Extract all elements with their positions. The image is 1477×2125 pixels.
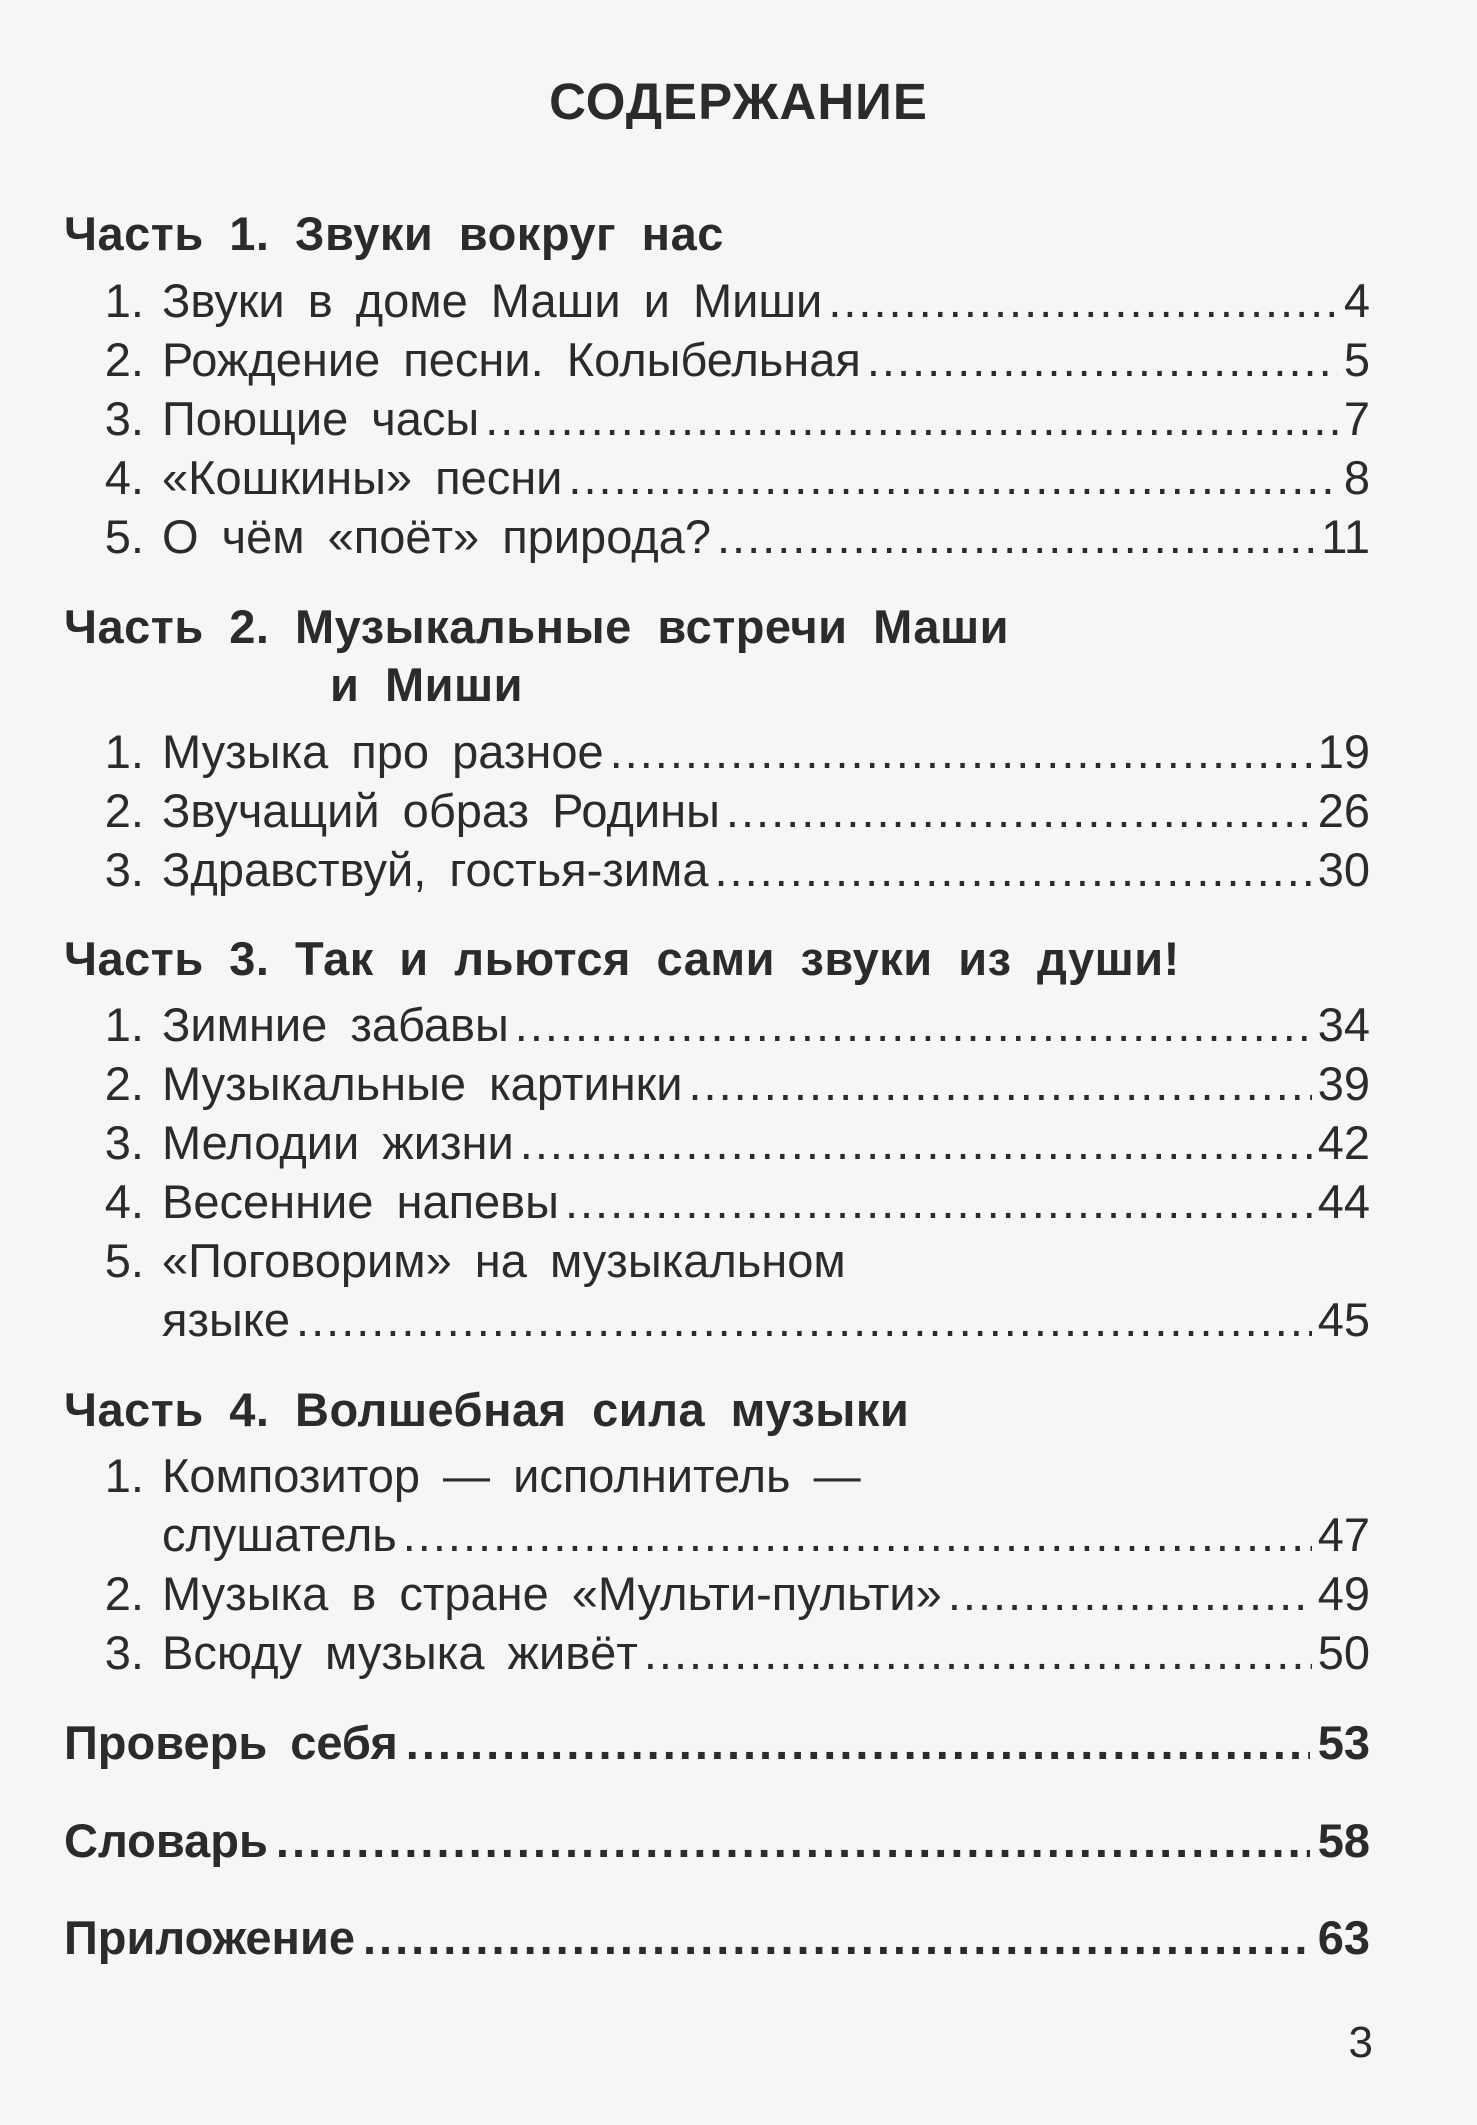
- entry-page: 45: [1317, 1293, 1370, 1346]
- toc-entry[interactable]: [64, 840, 1370, 900]
- entry-title: Рождение песни. Колыбельная: [162, 333, 861, 386]
- entry-title-line1: Композитор — исполнитель —: [162, 1449, 861, 1502]
- dot-leader: [726, 781, 1312, 841]
- dot-leader: [276, 1809, 1310, 1873]
- entry-title: Проверь себя: [64, 1716, 398, 1769]
- dot-leader: [406, 1711, 1310, 1775]
- entry-title: Музыка в стране «Мульти-пульти»: [162, 1567, 942, 1620]
- dot-leader: [610, 722, 1312, 782]
- dot-leader: [403, 1505, 1312, 1565]
- entry-page: 50: [1317, 1626, 1370, 1679]
- dot-leader: [644, 1623, 1312, 1683]
- entry-page: 26: [1317, 784, 1370, 837]
- entry-title: языке: [162, 1293, 291, 1346]
- entry-number: 3.: [104, 392, 144, 445]
- entry-page: 49: [1317, 1567, 1370, 1620]
- dot-leader: [948, 1564, 1312, 1624]
- toc-entry[interactable]: [64, 1623, 1370, 1683]
- entry-page: 7: [1343, 392, 1370, 445]
- entry-page: 5: [1343, 333, 1370, 386]
- entry-title: Всюду музыка живёт: [162, 1626, 638, 1679]
- entry-page: 4: [1343, 274, 1370, 327]
- toc-entry-glossary[interactable]: [64, 1809, 1370, 1873]
- entry-number: 1.: [104, 725, 144, 778]
- part-2-heading: [64, 598, 1009, 714]
- toc-entry[interactable]: [64, 722, 1370, 782]
- entry-page: 19: [1317, 725, 1370, 778]
- toc-entry[interactable]: [64, 995, 1370, 1055]
- entry-title: Здравствуй, гостья-зима: [162, 843, 709, 896]
- dot-leader: [688, 1054, 1311, 1114]
- entry-number: 2.: [104, 784, 144, 837]
- entry-number: 2.: [104, 1567, 144, 1620]
- entry-page: 63: [1317, 1911, 1370, 1964]
- dot-leader: [363, 1906, 1310, 1970]
- toc-entry[interactable]: [64, 507, 1370, 567]
- dot-leader: [520, 1113, 1312, 1173]
- toc-entry[interactable]: [64, 271, 1370, 331]
- part-4-heading: Часть 4. Волшебная сила музыки: [64, 1383, 910, 1436]
- entry-title: Зимние забавы: [162, 998, 509, 1051]
- toc-entry[interactable]: [64, 1054, 1370, 1114]
- entry-title: «Кошкины» песни: [162, 451, 563, 504]
- entry-title: Весенние напевы: [162, 1175, 559, 1228]
- entry-title-line1: «Поговорим» на музыкальном: [162, 1234, 846, 1287]
- part-3-heading: Часть 3. Так и льются сами звуки из души!: [64, 932, 1180, 985]
- part-heading-continuation: и Миши: [330, 658, 524, 711]
- page-number: 3: [1348, 2018, 1373, 2067]
- dot-leader: [568, 448, 1337, 508]
- entry-title: Словарь: [64, 1814, 268, 1867]
- toc-entry[interactable]: [64, 1505, 1370, 1565]
- entry-number: 4.: [104, 451, 144, 504]
- entry-page: 30: [1317, 843, 1370, 896]
- part-heading-text: Часть 2. Музыкальные встречи Маши: [64, 600, 1010, 653]
- dot-leader: [565, 1172, 1312, 1232]
- entry-title: Мелодии жизни: [162, 1116, 514, 1169]
- entry-title: слушатель: [162, 1508, 397, 1561]
- dot-leader: [828, 271, 1338, 331]
- toc-entry-appendix[interactable]: [64, 1906, 1370, 1970]
- page-title: СОДЕРЖАНИЕ: [549, 73, 928, 130]
- entry-page: 47: [1317, 1508, 1370, 1561]
- dot-leader: [867, 330, 1338, 390]
- entry-number: 5.: [104, 510, 144, 563]
- toc-entry-check-yourself[interactable]: [64, 1711, 1370, 1775]
- toc-entry-first-line[interactable]: [64, 1446, 1370, 1506]
- toc-entry[interactable]: [64, 1113, 1370, 1173]
- entry-page: 44: [1317, 1175, 1370, 1228]
- entry-title: Музыка про разное: [162, 725, 604, 778]
- entry-title: Приложение: [64, 1911, 355, 1964]
- entry-title: Звуки в доме Маши и Миши: [162, 274, 823, 327]
- entry-number: 3.: [104, 843, 144, 896]
- toc-entry[interactable]: [64, 389, 1370, 449]
- toc-entry[interactable]: [64, 781, 1370, 841]
- entry-number: 2.: [104, 1057, 144, 1110]
- entry-title: Поющие часы: [162, 392, 480, 445]
- entry-number: 3.: [104, 1116, 144, 1169]
- entry-page: 53: [1317, 1716, 1370, 1769]
- toc-entry[interactable]: [64, 1172, 1370, 1232]
- entry-number: 4.: [104, 1175, 144, 1228]
- dot-leader: [717, 507, 1315, 567]
- toc-entry[interactable]: [64, 1290, 1370, 1350]
- entry-number: 1.: [104, 1449, 144, 1502]
- entry-page: 58: [1317, 1814, 1370, 1867]
- part-1-heading: Часть 1. Звуки вокруг нас: [64, 207, 724, 260]
- entry-number: 1.: [104, 274, 144, 327]
- entry-number: 1.: [104, 998, 144, 1051]
- entry-number: 2.: [104, 333, 144, 386]
- dot-leader: [714, 840, 1311, 900]
- toc-entry[interactable]: [64, 330, 1370, 390]
- entry-page: 8: [1343, 451, 1370, 504]
- dot-leader: [485, 389, 1338, 449]
- toc-entry[interactable]: [64, 1564, 1370, 1624]
- entry-page: 34: [1317, 998, 1370, 1051]
- dot-leader: [515, 995, 1312, 1055]
- toc-entry[interactable]: [64, 448, 1370, 508]
- entry-page: 39: [1317, 1057, 1370, 1110]
- dot-leader: [296, 1290, 1312, 1350]
- entry-title: Музыкальные картинки: [162, 1057, 683, 1110]
- entry-page: 11: [1321, 510, 1370, 563]
- entry-number: 5.: [104, 1234, 144, 1287]
- entry-title: О чём «поёт» природа?: [162, 510, 711, 563]
- entry-number: 3.: [104, 1626, 144, 1679]
- entry-title: Звучащий образ Родины: [162, 784, 720, 837]
- entry-page: 42: [1317, 1116, 1370, 1169]
- toc-entry-first-line[interactable]: [64, 1231, 1370, 1291]
